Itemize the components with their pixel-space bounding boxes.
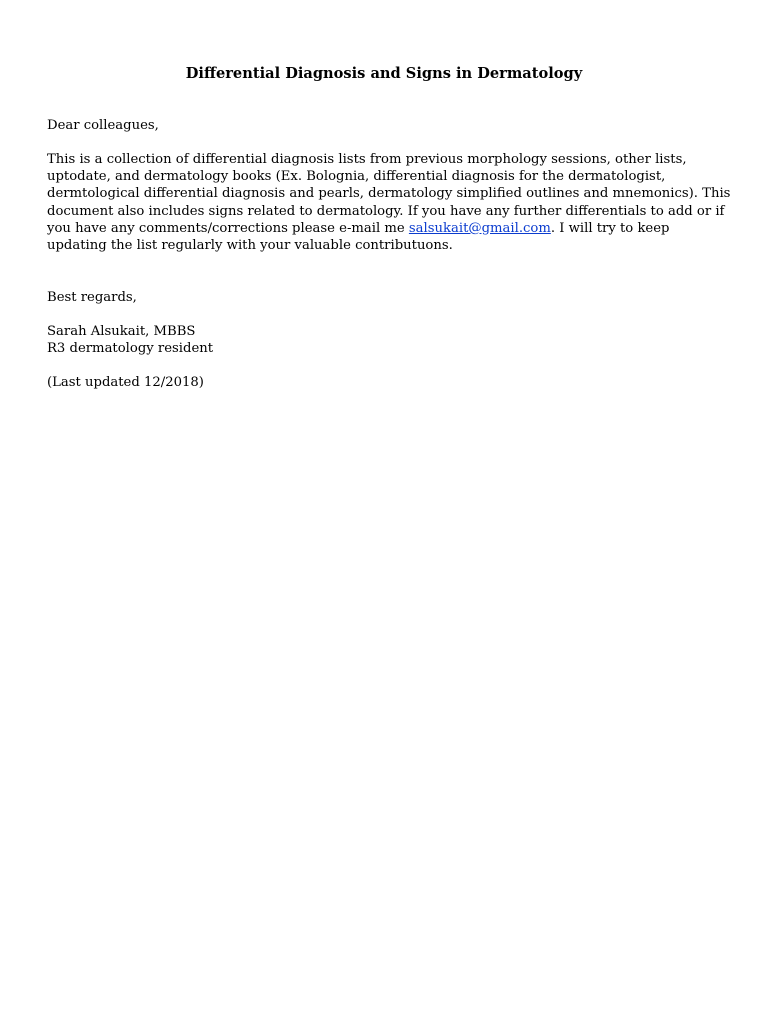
intro-line-2: uptodate, and dermatology books (Ex. Bolognia, differential diagnosis for the dermatologist, [47,169,666,185]
intro-line-6: updating the list regularly with your valuable contributuons. [47,238,453,254]
author-title: R3 dermatology resident [47,341,214,356]
intro-line-1: This is a collection of differential diagnosis lists from previous morphology sessions, other lists, [47,152,687,167]
greeting: Dear colleagues, [47,118,159,133]
intro-line-4: document also includes signs related to dermatology. If you have any further differentials to add or if [47,203,725,219]
intro-line-5-before-email: you have any comments/corrections please e-mail me [47,220,409,236]
email-link[interactable]: salsukait@gmail.com [408,220,551,236]
intro-line-5-after-email: . I will try to keep [550,220,670,236]
intro-paragraph [47,151,737,254]
document-title: Differential Diagnosis and Signs in Dermatology [185,65,583,82]
intro-line-5 [47,220,737,237]
author-name: Sarah Alsukait, MBBS [47,324,196,339]
last-updated: (Last updated 12/2018) [47,375,204,390]
intro-line-3: dermtological differential diagnosis and pearls, dermatology simplified outlines and mnemonics). This [47,186,731,202]
closing: Best regards, [47,290,137,305]
